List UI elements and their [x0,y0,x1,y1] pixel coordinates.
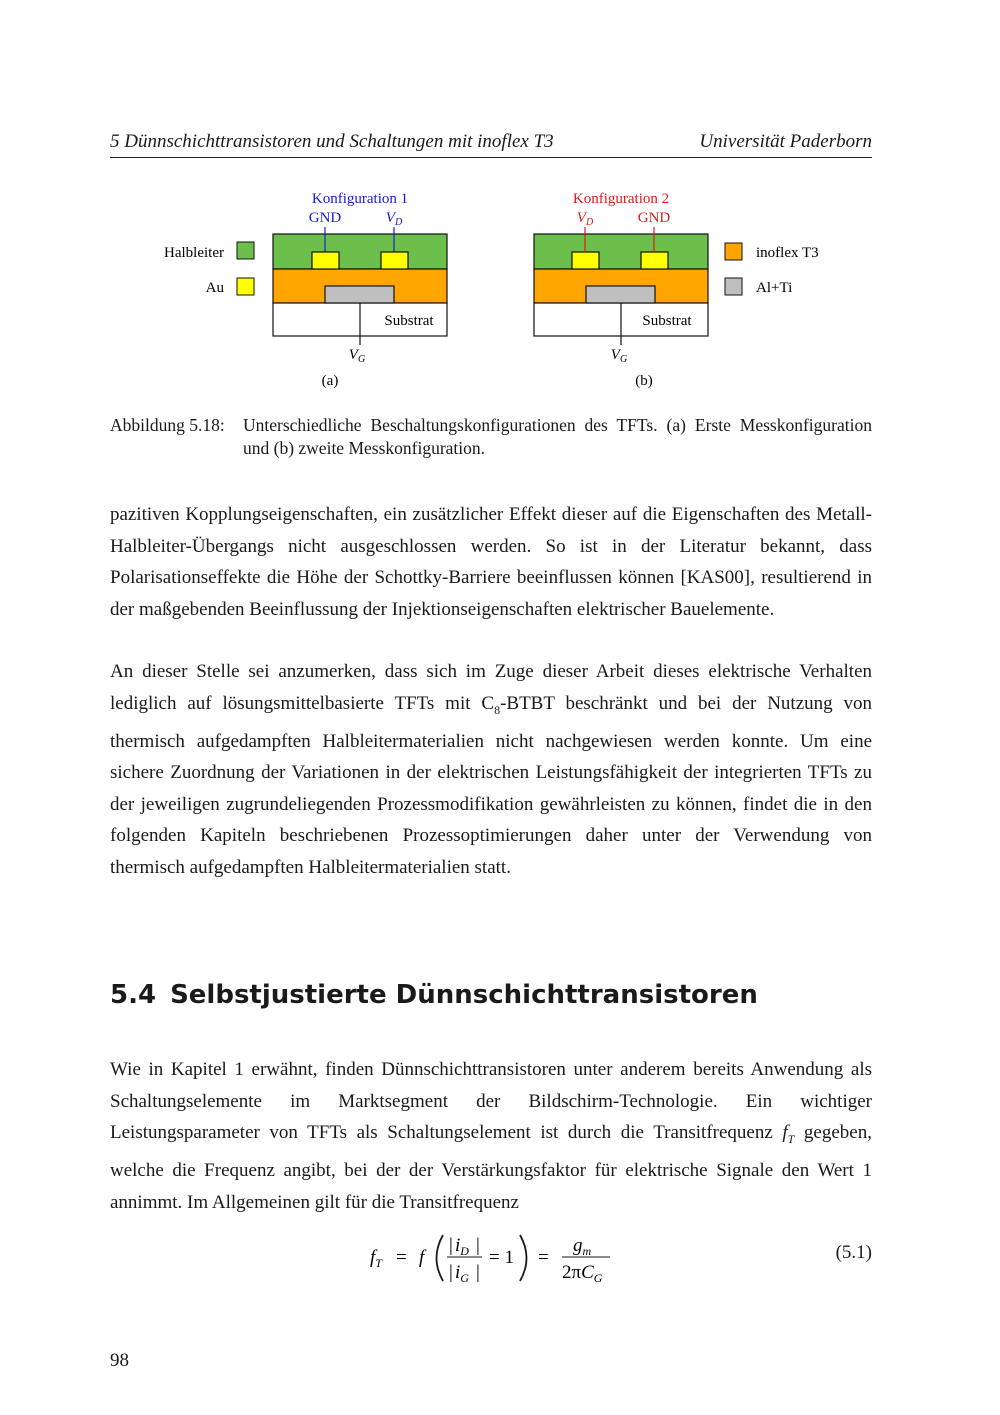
section-number: 5.4 [110,980,157,1010]
config2-contact-left [572,252,599,269]
eq-paren-right [520,1235,527,1281]
config1-gate-electrode [325,286,394,303]
paragraph-3 [110,1054,872,1218]
legend-label-halbleiter: Halbleiter [164,245,224,261]
legend-label-inoflex: inoflex T3 [756,245,819,261]
eq-equals-2: = [538,1247,549,1268]
equation-number: (5.1) [835,1242,872,1263]
section-heading [110,980,758,1010]
legend-label-au: Au [205,280,224,296]
diagram-config-1 [273,191,447,389]
eq-den-i: $i_G$ [455,1262,469,1285]
paragraph-3-part-a: Wie in Kapitel 1 erwähnt, finden Dünnschichttransistoren unter anderem bereits Anwendung als Schaltungselemente im Marktsegment der Bildschirm-Technologie. Ein wichtiger Leistungsparameter von TFTs als Schaltungselement ist durch die Transitfrequenz [110,1059,872,1143]
config1-contact-left [312,252,339,269]
legend-swatch-halbleiter [237,242,254,259]
legend-swatch-au [237,278,254,295]
header-chapter-title: 5 Dünnschichttransistoren und Schaltungen mit inoflex T3 [110,131,554,152]
config2-substrate-label: Substrat [642,313,692,329]
paragraph-3-part-b: gegeben, welche die Frequenz angibt, bei der der Verstärkungsfaktor für elektrische Signale den Wert 1 annimmt. Im Allgemeinen gilt für die Transitfrequenz [110,1122,872,1213]
eq-den-bar-r: | [476,1262,480,1283]
running-header [110,131,872,158]
config1-vd-label: $V_D$ [385,210,403,228]
equation-5-1 [110,1228,872,1288]
page-number: 98 [110,1350,129,1371]
diagram-config-2 [534,191,708,389]
eq-num-i: $i_D$ [455,1235,469,1258]
config2-title: Konfiguration 2 [572,191,670,207]
eq-lhs: $f_T$ [370,1247,382,1270]
paragraph-2-subscript: 8 [494,702,501,717]
paragraph-2-part-a: An dieser Stelle sei anzumerken, dass sich im Zuge dieser Arbeit dieses elektrische Verhalten lediglich auf lösungsmittelbasierte TFTs mit C [110,661,872,714]
eq-function-f: f [419,1247,425,1268]
paragraph-2 [110,656,872,883]
paragraph-3-symbol: f [782,1122,788,1143]
config2-gnd-label: GND [637,210,671,226]
config2-gate-electrode [586,286,655,303]
config1-semiconductor-layer [273,234,447,269]
config2-vg-label: $V_G$ [610,347,628,365]
paragraph-3-symbol-sub: T [787,1131,795,1146]
legend-swatch-alti [725,278,742,295]
caption-text: Unterschiedliche Beschaltungskonfigurationen des TFTs. (a) Erste Messkonfiguration und (b) zweite Messkonfiguration. [243,415,872,458]
legend-swatch-inoflex [725,243,742,260]
paragraph-1: pazitiven Kopplungseigenschaften, ein zusätzlicher Effekt dieser auf die Eigenschaften des Metall-Halbleiter-Übergangs nicht ausgeschlossen werden. So ist in der Literatur bekannt, dass Polarisationseffekte die Höhe der Schottky-Barriere beeinflussen können [KAS00], resultierend in der maßgebenden Beeinflussung der Injektionseigenschaften elektrischer Bauelemente. [110,504,872,620]
sublabel-b: (b) [635,373,653,389]
config1-substrate-label: Substrat [384,313,434,329]
config1-title: Konfiguration 1 [311,191,409,207]
config2-semiconductor-layer [534,234,708,269]
config1-gnd-label: GND [308,210,342,226]
eq-rhs-num: $g_m$ [573,1235,592,1258]
eq-den-bar-l: | [449,1262,453,1283]
config1-contact-right [381,252,408,269]
caption-label: Abbildung 5.18: [110,415,225,435]
paragraph-2-part-b: -BTBT beschränkt und bei der Nutzung von thermisch aufgedampften Halbleitermaterialien nicht nachgewiesen werden konnte. Um eine sichere Zuordnung der Variationen in der elektrischen Leistungsfähigkeit der integrierten TFTs zu der jeweiligen zugrundeliegenden Prozessmodifikation gewährleisten zu können, findet die in den folgenden Kapiteln beschriebenen Prozessoptimierungen daher unter der Verwendung von thermisch aufgedampften Halbleitermaterialien statt. [110,692,872,878]
equation-formula [110,1228,872,1288]
eq-num-bar-l: | [449,1235,453,1256]
eq-equals-one: = 1 [489,1247,514,1268]
sublabel-a: (a) [321,373,339,389]
eq-num-bar-r: | [476,1235,480,1256]
figure-tft-configurations [140,182,860,402]
config1-vg-label: $V_G$ [348,347,366,365]
config2-contact-right [641,252,668,269]
eq-paren-left [437,1235,444,1281]
eq-rhs-den: $2\pi C_G$ [562,1262,603,1285]
header-university: Universität Paderborn [699,131,872,152]
legend-label-alti: Al+Ti [756,280,793,296]
config2-vd-label: $V_D$ [576,210,594,228]
section-title: Selbstjustierte Dünnschichttransistoren [170,980,758,1010]
eq-equals-1: = [396,1247,407,1268]
